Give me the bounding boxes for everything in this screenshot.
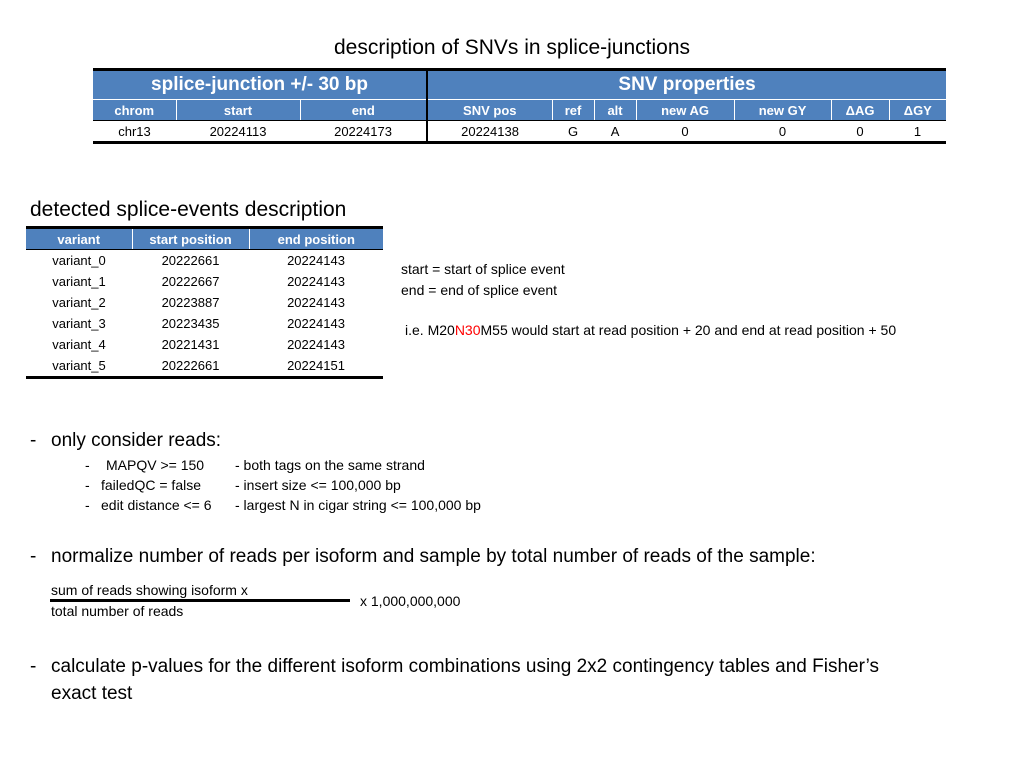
table-cell: 20224113: [176, 121, 300, 143]
bullet-dash: -: [30, 656, 37, 677]
table-cell: variant_3: [52, 316, 106, 331]
sub-dash: -: [85, 457, 90, 473]
sub-dash: -: [85, 497, 90, 513]
table-row: [26, 250, 383, 272]
column-header: SNV pos: [427, 100, 552, 121]
group-header-splice-junction: splice-junction +/- 30 bp: [93, 70, 427, 100]
table-row: [26, 271, 383, 292]
snv-table: [93, 68, 946, 144]
table-cell: 20222661: [132, 355, 249, 378]
table-cell: 20224143: [287, 316, 345, 331]
fraction-line: [50, 599, 350, 602]
table-cell: 20221431: [161, 337, 220, 352]
table-cell: 20224138: [427, 121, 552, 143]
table-row: [26, 334, 383, 355]
table-cell: 20224151: [249, 355, 383, 378]
table-cell: 20224143: [287, 253, 345, 268]
table-cell: chr13: [93, 121, 176, 143]
events-section-title: detected splice-events description: [30, 198, 347, 221]
criterion-right: - insert size <= 100,000 bp: [235, 477, 401, 493]
table-cell: 20224143: [287, 337, 345, 352]
table-cell: 0: [831, 121, 889, 143]
table-cell: variant_1: [52, 274, 106, 289]
column-header: chrom: [93, 100, 176, 121]
table-row: [26, 313, 383, 334]
column-header: new AG: [636, 100, 734, 121]
bullet-pvalue-line2: exact test: [51, 683, 133, 704]
fraction-multiplier: x 1,000,000,000: [360, 593, 461, 609]
table-cell: variant_0: [52, 253, 106, 268]
column-header: ref: [552, 100, 594, 121]
table-cell: 20224173: [300, 121, 427, 143]
criterion-left: MAPQV >= 150: [106, 457, 205, 473]
column-header: alt: [594, 100, 636, 121]
criterion-left: failedQC = false: [101, 477, 201, 493]
bullet-dash: -: [30, 546, 37, 567]
bullet-normalize: normalize number of reads per isoform and sample by total number of reads of the sample:: [51, 546, 816, 567]
sub-dash: -: [85, 477, 90, 493]
bullet-pvalue-line1: calculate p-values for the different isoform combinations using 2x2 contingency tables and Fisher’s: [51, 656, 880, 677]
table-row: [26, 355, 383, 378]
column-header: end position: [249, 228, 383, 250]
note-cigar-example: [405, 322, 896, 338]
events-table: [26, 226, 383, 379]
table-cell: 20222667: [161, 274, 220, 289]
table-cell: 0: [734, 121, 831, 143]
table-cell: variant_2: [52, 295, 106, 310]
table-cell: 20223435: [161, 316, 220, 331]
example-suffix: M55 would start at read position + 20 and end at read position + 50: [480, 322, 897, 338]
note-end-definition: end = end of splice event: [401, 282, 558, 298]
table-cell: 20224143: [287, 274, 345, 289]
table-cell: 20222661: [161, 253, 220, 268]
table-cell: 20223887: [161, 295, 220, 310]
column-header: new GY: [734, 100, 831, 121]
column-header: ΔAG: [831, 100, 889, 121]
column-header: start position: [132, 228, 249, 250]
table-cell: A: [594, 121, 636, 143]
table-row: [93, 121, 946, 143]
table-cell: variant_5: [26, 355, 132, 378]
table-cell: 0: [636, 121, 734, 143]
snv-section-title: description of SNVs in splice-junctions: [334, 36, 690, 59]
bullet-dash: -: [30, 430, 37, 451]
column-header: variant: [26, 228, 132, 250]
criterion-right: - largest N in cigar string <= 100,000 bp: [235, 497, 481, 513]
table-cell: 1: [889, 121, 946, 143]
bullet-reads-header: only consider reads:: [51, 430, 222, 451]
criterion-right: - both tags on the same strand: [235, 457, 425, 473]
fraction-denominator: total number of reads: [51, 603, 184, 619]
column-header: end: [300, 100, 427, 121]
table-cell: 20224143: [287, 295, 345, 310]
table-row: [26, 292, 383, 313]
column-header: ΔGY: [889, 100, 946, 121]
column-header: start: [176, 100, 300, 121]
fraction-numerator: sum of reads showing isoform x: [51, 582, 248, 598]
group-header-snv-properties: SNV properties: [427, 70, 946, 100]
table-cell: G: [552, 121, 594, 143]
criterion-left: edit distance <= 6: [101, 497, 212, 513]
table-cell: variant_4: [52, 337, 106, 352]
note-start-definition: start = start of splice event: [401, 261, 565, 277]
example-prefix: i.e. M20: [405, 322, 455, 338]
example-highlight: N30: [454, 322, 481, 338]
